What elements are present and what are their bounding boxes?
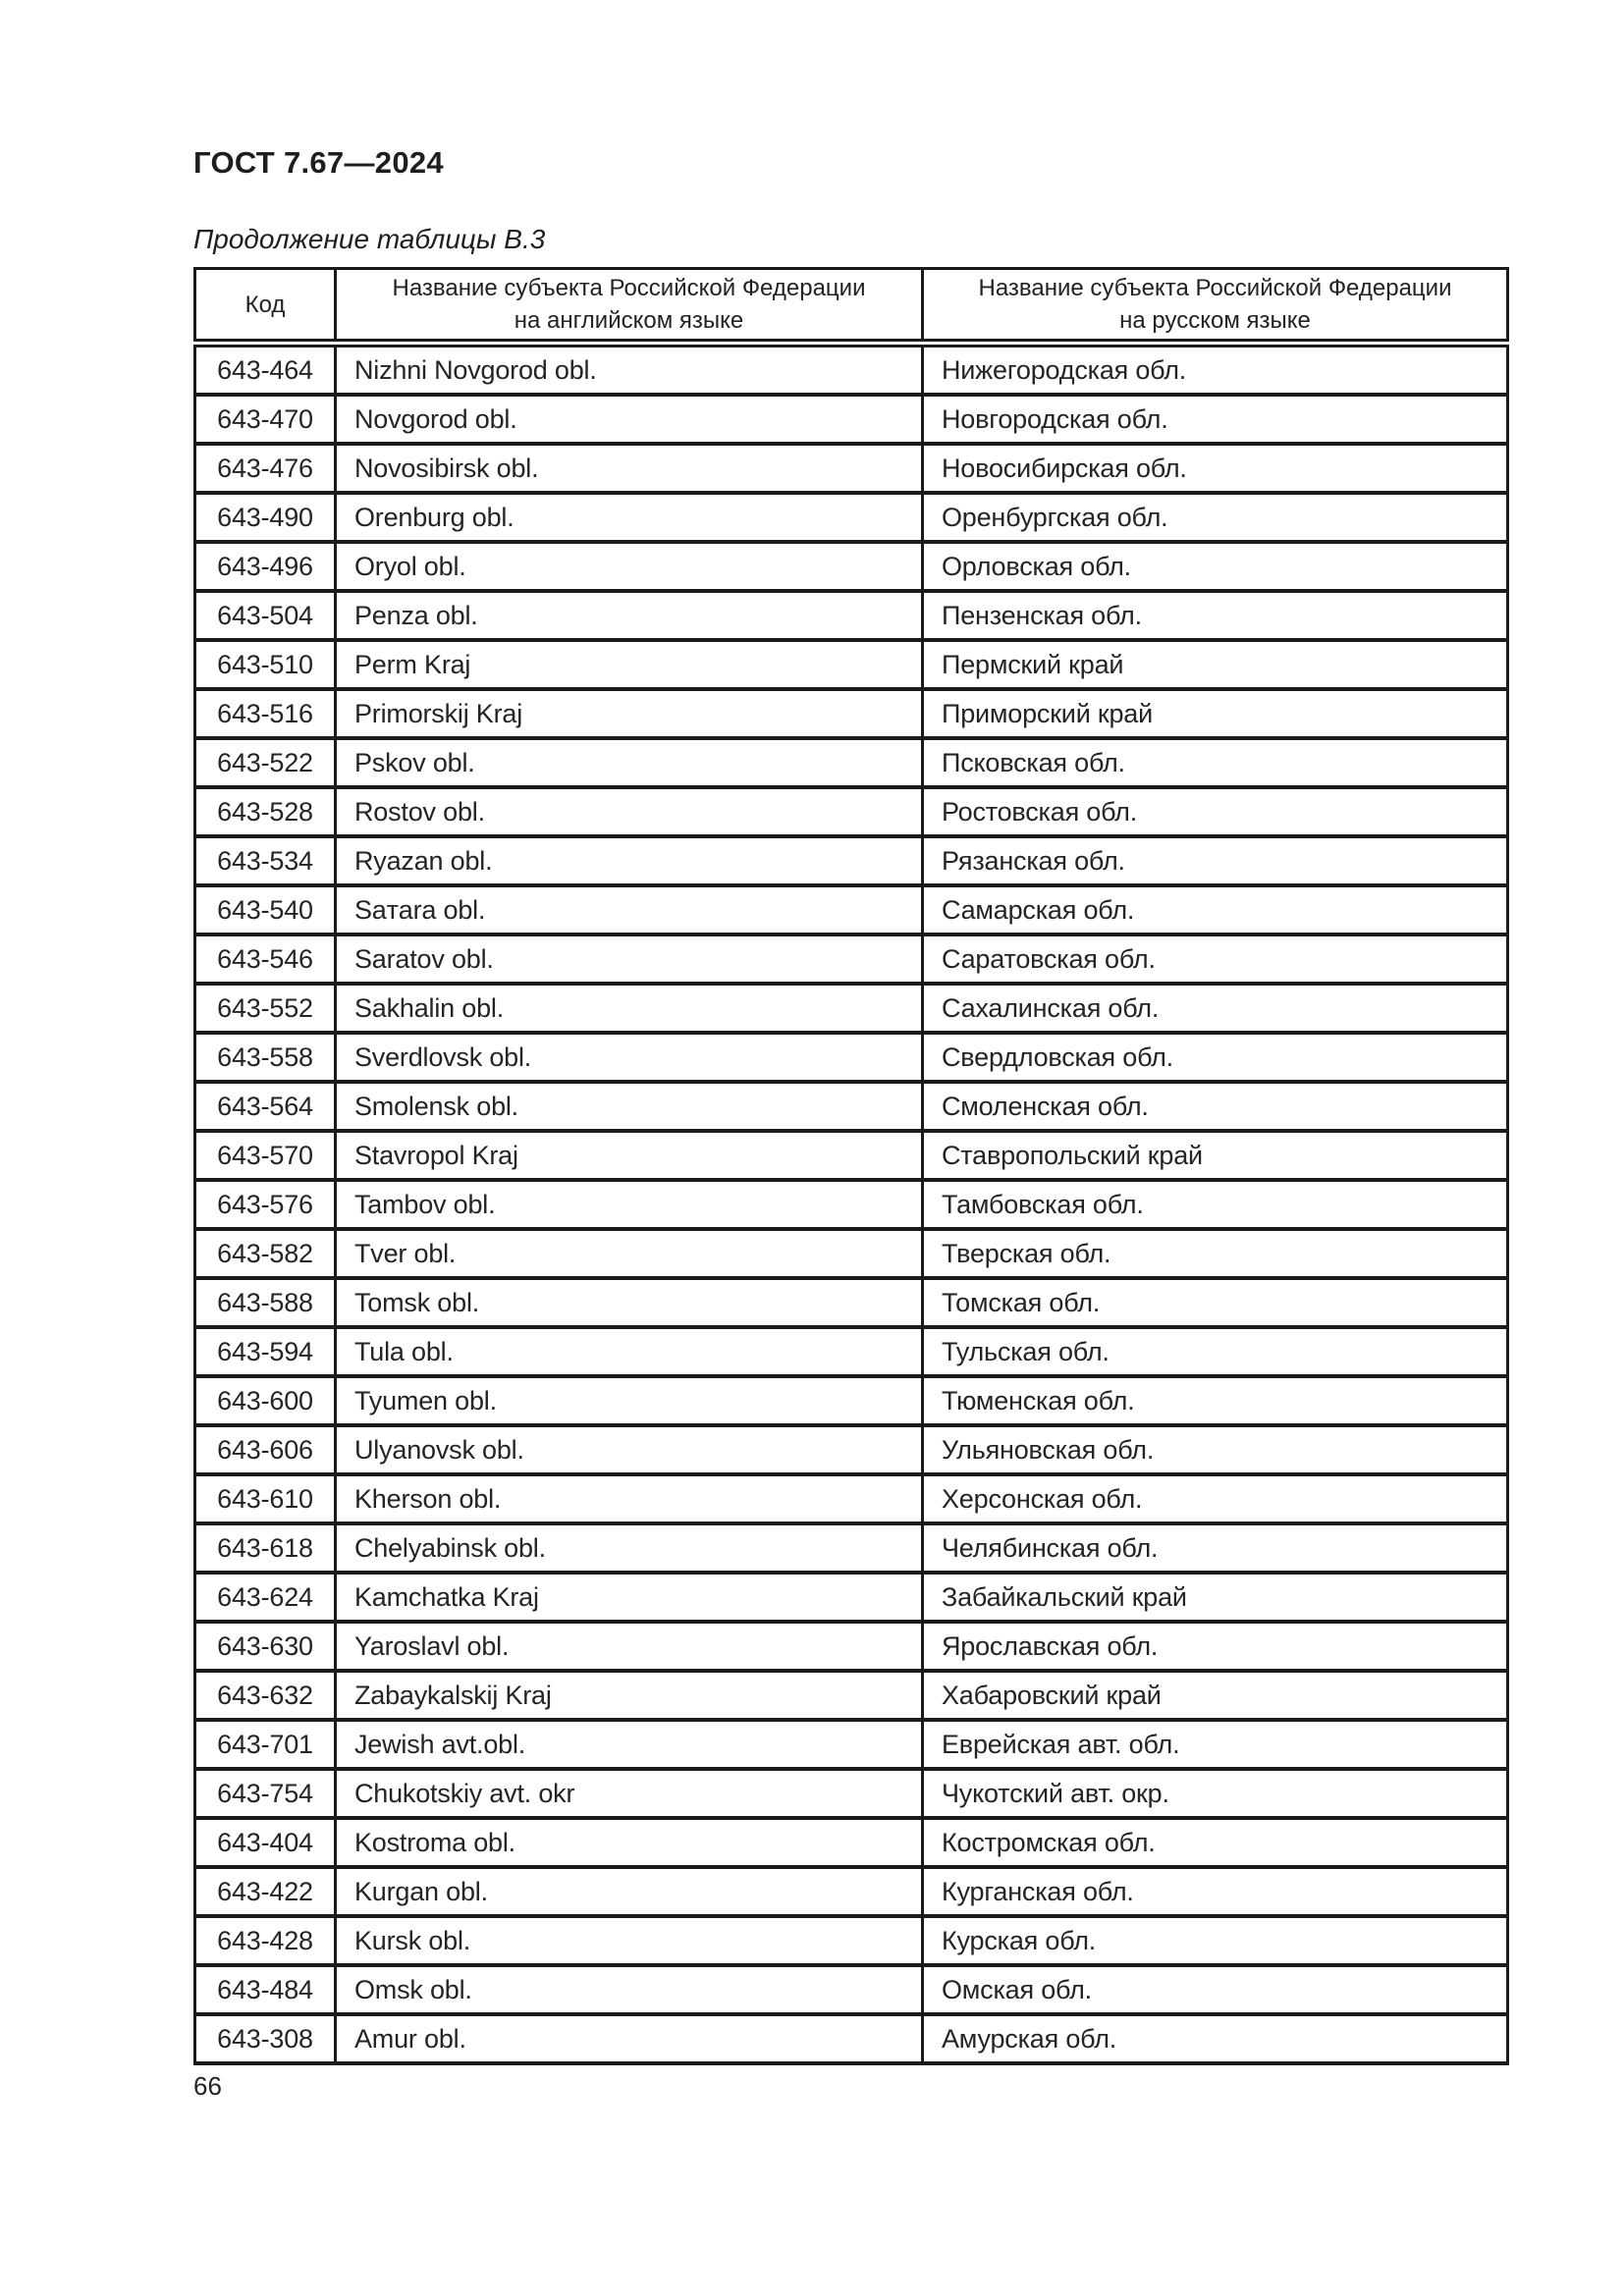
row-name-en: Chukotskiy avt. okr: [336, 1769, 923, 1818]
table-row: [195, 1278, 1508, 1327]
row-name-en: Tula obl.: [336, 1327, 923, 1376]
subjects-table: [193, 267, 1509, 2065]
row-code: 643-522: [195, 738, 336, 787]
row-code: 643-496: [195, 542, 336, 591]
table-row: [195, 1965, 1508, 2014]
table-row: [195, 787, 1508, 836]
row-name-ru: Рязанская обл.: [923, 836, 1508, 885]
row-code: 643-606: [195, 1425, 336, 1474]
row-name-ru: Курганская обл.: [923, 1867, 1508, 1916]
col-header-name-ru: [923, 269, 1508, 344]
row-code: 643-570: [195, 1131, 336, 1180]
row-name-ru: Тульская обл.: [923, 1327, 1508, 1376]
row-name-en: Saтara obl.: [336, 885, 923, 934]
table-row: [195, 1229, 1508, 1278]
row-name-en: Ryazan obl.: [336, 836, 923, 885]
row-code: 643-754: [195, 1769, 336, 1818]
col-header-code-label: Код: [244, 291, 286, 318]
row-name-ru: Тамбовская обл.: [923, 1180, 1508, 1229]
row-code: 643-610: [195, 1474, 336, 1523]
row-name-en: Kamchatka Kraj: [336, 1573, 923, 1622]
row-name-en: Sverdlovsk obl.: [336, 1033, 923, 1082]
table-row: [195, 1818, 1508, 1867]
row-code: 643-422: [195, 1867, 336, 1916]
table-row: [195, 395, 1508, 444]
row-code: 643-510: [195, 640, 336, 689]
row-name-ru: Курская обл.: [923, 1916, 1508, 1965]
table-header-row: [195, 269, 1508, 344]
row-name-ru: Еврейская авт. обл.: [923, 1720, 1508, 1769]
table-row: [195, 1425, 1508, 1474]
table-body: [195, 344, 1508, 2064]
row-name-ru: Свердловская обл.: [923, 1033, 1508, 1082]
row-name-en: Smolensk obl.: [336, 1082, 923, 1131]
row-name-en: Tambov obl.: [336, 1180, 923, 1229]
table-row: [195, 444, 1508, 493]
table-row: [195, 1327, 1508, 1376]
row-name-ru: Тверская обл.: [923, 1229, 1508, 1278]
row-code: 643-476: [195, 444, 336, 493]
row-name-ru: Оренбургская обл.: [923, 493, 1508, 542]
row-name-en: Jewish avt.obl.: [336, 1720, 923, 1769]
table-row: [195, 1180, 1508, 1229]
row-code: 643-632: [195, 1671, 336, 1720]
table-row: [195, 1474, 1508, 1523]
row-code: 643-588: [195, 1278, 336, 1327]
row-name-en: Kherson obl.: [336, 1474, 923, 1523]
row-name-en: Penza obl.: [336, 591, 923, 640]
row-name-en: Ulyanovsk obl.: [336, 1425, 923, 1474]
row-code: 643-540: [195, 885, 336, 934]
table-row: [195, 984, 1508, 1033]
row-code: 643-464: [195, 344, 336, 396]
table-row: [195, 542, 1508, 591]
row-name-ru: Херсонская обл.: [923, 1474, 1508, 1523]
row-name-en: Kostroma obl.: [336, 1818, 923, 1867]
row-name-en: Stavropol Kraj: [336, 1131, 923, 1180]
col-header-name-ru-line2: на русском языке: [1119, 307, 1311, 335]
table-row: [195, 1082, 1508, 1131]
row-name-en: Nizhni Novgorod obl.: [336, 344, 923, 396]
table-row: [195, 689, 1508, 738]
row-name-ru: Ростовская обл.: [923, 787, 1508, 836]
row-name-ru: Смоленская обл.: [923, 1082, 1508, 1131]
col-header-name-en: [336, 269, 923, 344]
row-name-ru: Амурская обл.: [923, 2014, 1508, 2063]
row-name-ru: Новгородская обл.: [923, 395, 1508, 444]
row-name-ru: Чукотский авт. окр.: [923, 1769, 1508, 1818]
row-code: 643-558: [195, 1033, 336, 1082]
row-name-en: Yaroslavl obl.: [336, 1622, 923, 1671]
row-name-en: Tver obl.: [336, 1229, 923, 1278]
row-code: 643-534: [195, 836, 336, 885]
table-row: [195, 1671, 1508, 1720]
row-name-ru: Тюменская обл.: [923, 1376, 1508, 1425]
row-code: 643-484: [195, 1965, 336, 2014]
row-name-en: Novgorod obl.: [336, 395, 923, 444]
table-row: [195, 1131, 1508, 1180]
row-name-ru: Забайкальский край: [923, 1573, 1508, 1622]
row-name-ru: Пермский край: [923, 640, 1508, 689]
table-row: [195, 934, 1508, 984]
table-row: [195, 836, 1508, 885]
row-code: 643-308: [195, 2014, 336, 2063]
row-code: 643-600: [195, 1376, 336, 1425]
table-row: [195, 1376, 1508, 1425]
row-code: 643-552: [195, 984, 336, 1033]
row-name-en: Zabaykalskij Kraj: [336, 1671, 923, 1720]
row-name-en: Kurgan obl.: [336, 1867, 923, 1916]
row-code: 643-576: [195, 1180, 336, 1229]
table-row: [195, 1867, 1508, 1916]
row-name-ru: Орловская обл.: [923, 542, 1508, 591]
row-name-ru: Пензенская обл.: [923, 591, 1508, 640]
row-name-ru: Нижегородская обл.: [923, 344, 1508, 396]
row-code: 643-504: [195, 591, 336, 640]
row-name-ru: Костромская обл.: [923, 1818, 1508, 1867]
row-code: 643-618: [195, 1523, 336, 1573]
row-code: 643-404: [195, 1818, 336, 1867]
table-row: [195, 1720, 1508, 1769]
row-name-en: Kursk obl.: [336, 1916, 923, 1965]
table-row: [195, 1033, 1508, 1082]
row-name-en: Perm Kraj: [336, 640, 923, 689]
row-name-ru: Новосибирская обл.: [923, 444, 1508, 493]
table-row: [195, 493, 1508, 542]
row-code: 643-490: [195, 493, 336, 542]
row-code: 643-701: [195, 1720, 336, 1769]
col-header-name-en-line2: на английском языке: [514, 307, 744, 335]
table-row: [195, 1622, 1508, 1671]
table-row: [195, 1916, 1508, 1965]
row-name-en: Saratov obl.: [336, 934, 923, 984]
row-name-ru: Псковская обл.: [923, 738, 1508, 787]
row-name-en: Primorskij Kraj: [336, 689, 923, 738]
row-name-en: Novosibirsk obl.: [336, 444, 923, 493]
row-name-ru: Ярославская обл.: [923, 1622, 1508, 1671]
row-code: 643-564: [195, 1082, 336, 1131]
table-row: [195, 1573, 1508, 1622]
row-code: 643-624: [195, 1573, 336, 1622]
row-name-ru: Приморский край: [923, 689, 1508, 738]
row-name-ru: Омская обл.: [923, 1965, 1508, 2014]
row-name-en: Pskov obl.: [336, 738, 923, 787]
row-code: 643-594: [195, 1327, 336, 1376]
table-row: [195, 885, 1508, 934]
table-row: [195, 640, 1508, 689]
row-name-ru: Хабаровский край: [923, 1671, 1508, 1720]
table-row: [195, 1523, 1508, 1573]
row-name-ru: Сахалинская обл.: [923, 984, 1508, 1033]
row-code: 643-546: [195, 934, 336, 984]
row-name-en: Sakhalin obl.: [336, 984, 923, 1033]
row-name-ru: Саратовская обл.: [923, 934, 1508, 984]
row-code: 643-630: [195, 1622, 336, 1671]
row-code: 643-528: [195, 787, 336, 836]
row-code: 643-516: [195, 689, 336, 738]
row-name-en: Chelyabinsk obl.: [336, 1523, 923, 1573]
row-name-en: Tyumen obl.: [336, 1376, 923, 1425]
row-name-en: Orenburg obl.: [336, 493, 923, 542]
table-row: [195, 344, 1508, 396]
row-name-ru: Томская обл.: [923, 1278, 1508, 1327]
table-row: [195, 2014, 1508, 2063]
row-name-ru: Челябинская обл.: [923, 1523, 1508, 1573]
col-header-name-en-line1: Название субъекта Российской Федерации: [392, 275, 866, 301]
row-code: 643-428: [195, 1916, 336, 1965]
table-row: [195, 1769, 1508, 1818]
row-code: 643-582: [195, 1229, 336, 1278]
standard-designation: ГОСТ 7.67—2024: [193, 145, 444, 180]
row-name-en: Oryol obl.: [336, 542, 923, 591]
col-header-code: [195, 269, 336, 344]
col-header-name-ru-line1: Название субъекта Российской Федерации: [978, 275, 1452, 301]
table-row: [195, 738, 1508, 787]
row-name-en: Rostov obl.: [336, 787, 923, 836]
row-name-ru: Ульяновская обл.: [923, 1425, 1508, 1474]
row-name-ru: Ставропольский край: [923, 1131, 1508, 1180]
row-name-en: Amur obl.: [336, 2014, 923, 2063]
table-row: [195, 591, 1508, 640]
row-name-ru: Самарская обл.: [923, 885, 1508, 934]
row-code: 643-470: [195, 395, 336, 444]
page-number: 66: [193, 2071, 222, 2101]
row-name-en: Tomsk obl.: [336, 1278, 923, 1327]
table-caption: Продолжение таблицы В.3: [193, 224, 546, 254]
row-name-en: Omsk obl.: [336, 1965, 923, 2014]
